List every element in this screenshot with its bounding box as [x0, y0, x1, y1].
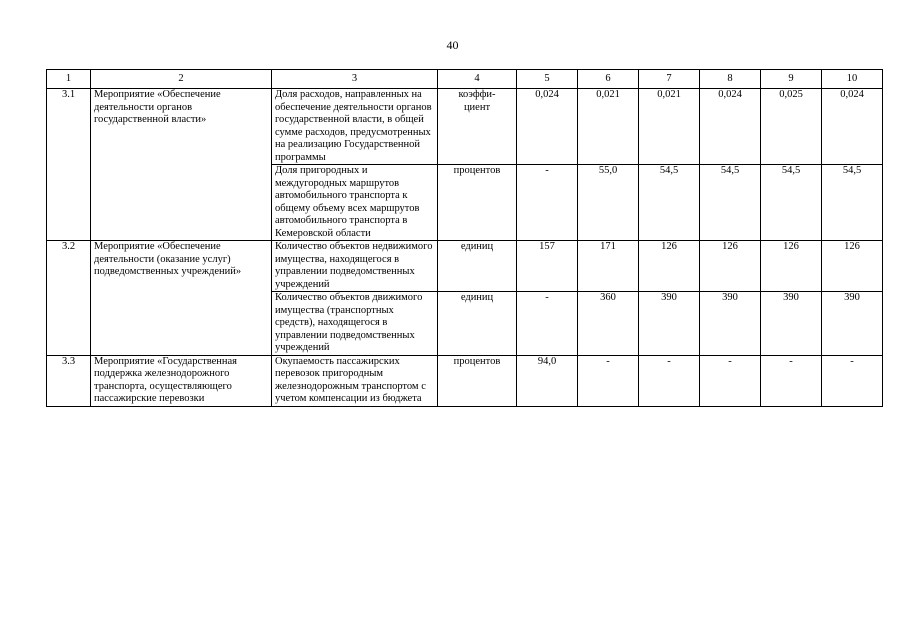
- table-row: [47, 241, 883, 292]
- value-cell: 54,5: [639, 165, 700, 241]
- column-header: 2: [91, 70, 272, 89]
- column-header: 9: [761, 70, 822, 89]
- value-cell: 0,024: [822, 89, 883, 165]
- value-cell: -: [517, 165, 578, 241]
- value-cell: 0,024: [517, 89, 578, 165]
- value-cell: 390: [822, 292, 883, 356]
- header-row: [47, 70, 883, 89]
- column-header: 1: [47, 70, 91, 89]
- value-cell: 0,021: [639, 89, 700, 165]
- indicator-name: Количество объектов движимого имущества (транспортных средств), находящегося в управлении подведомственных учреждений: [272, 292, 438, 356]
- unit-cell: единиц: [438, 241, 517, 292]
- event-name: Мероприятие «Обеспечение деятельности органов государственной власти»: [91, 89, 272, 241]
- value-cell: -: [517, 292, 578, 356]
- value-cell: 0,021: [578, 89, 639, 165]
- value-cell: 0,024: [700, 89, 761, 165]
- column-header: 4: [438, 70, 517, 89]
- column-header: 6: [578, 70, 639, 89]
- value-cell: -: [822, 355, 883, 406]
- value-cell: 157: [517, 241, 578, 292]
- value-cell: 171: [578, 241, 639, 292]
- row-number: 3.2: [47, 241, 91, 356]
- column-header: 3: [272, 70, 438, 89]
- value-cell: 390: [700, 292, 761, 356]
- unit-cell: процентов: [438, 165, 517, 241]
- value-cell: -: [761, 355, 822, 406]
- unit-cell: единиц: [438, 292, 517, 356]
- unit-cell: коэффи- циент: [438, 89, 517, 165]
- table-row: [47, 89, 883, 165]
- column-header: 7: [639, 70, 700, 89]
- unit-cell: процентов: [438, 355, 517, 406]
- value-cell: 126: [700, 241, 761, 292]
- indicator-name: Окупаемость пассажирских перевозок пригородным железнодорожным транспортом с учетом компенсации из бюджета: [272, 355, 438, 406]
- row-number: 3.1: [47, 89, 91, 241]
- value-cell: -: [578, 355, 639, 406]
- event-name: Мероприятие «Обеспечение деятельности (оказание услуг) подведомственных учреждений»: [91, 241, 272, 356]
- value-cell: 126: [822, 241, 883, 292]
- indicator-name: Доля пригородных и междугородных маршрутов автомобильного транспорта к общему объему всех маршрутов автомобильного транспорта в Кемеровской области: [272, 165, 438, 241]
- value-cell: 55,0: [578, 165, 639, 241]
- value-cell: 0,025: [761, 89, 822, 165]
- value-cell: 54,5: [700, 165, 761, 241]
- event-name: Мероприятие «Государственная поддержка железнодорожного транспорта, осуществляющего пассажирские перевозки: [91, 355, 272, 406]
- column-header: 10: [822, 70, 883, 89]
- value-cell: 94,0: [517, 355, 578, 406]
- value-cell: 360: [578, 292, 639, 356]
- row-number: 3.3: [47, 355, 91, 406]
- value-cell: 126: [761, 241, 822, 292]
- indicator-name: Количество объектов недвижимого имущества, находящегося в управлении подведомственных учреждений: [272, 241, 438, 292]
- page-number: 40: [446, 38, 459, 52]
- indicators-table: [46, 69, 883, 407]
- value-cell: 54,5: [761, 165, 822, 241]
- value-cell: 126: [639, 241, 700, 292]
- table-row: [47, 355, 883, 406]
- column-header: 8: [700, 70, 761, 89]
- indicator-name: Доля расходов, направленных на обеспечение деятельности органов государственной власти, в общей сумме расходов, предусмотренных на реализацию Государственной программы: [272, 89, 438, 165]
- column-header: 5: [517, 70, 578, 89]
- value-cell: -: [639, 355, 700, 406]
- value-cell: 390: [639, 292, 700, 356]
- value-cell: 390: [761, 292, 822, 356]
- value-cell: 54,5: [822, 165, 883, 241]
- value-cell: -: [700, 355, 761, 406]
